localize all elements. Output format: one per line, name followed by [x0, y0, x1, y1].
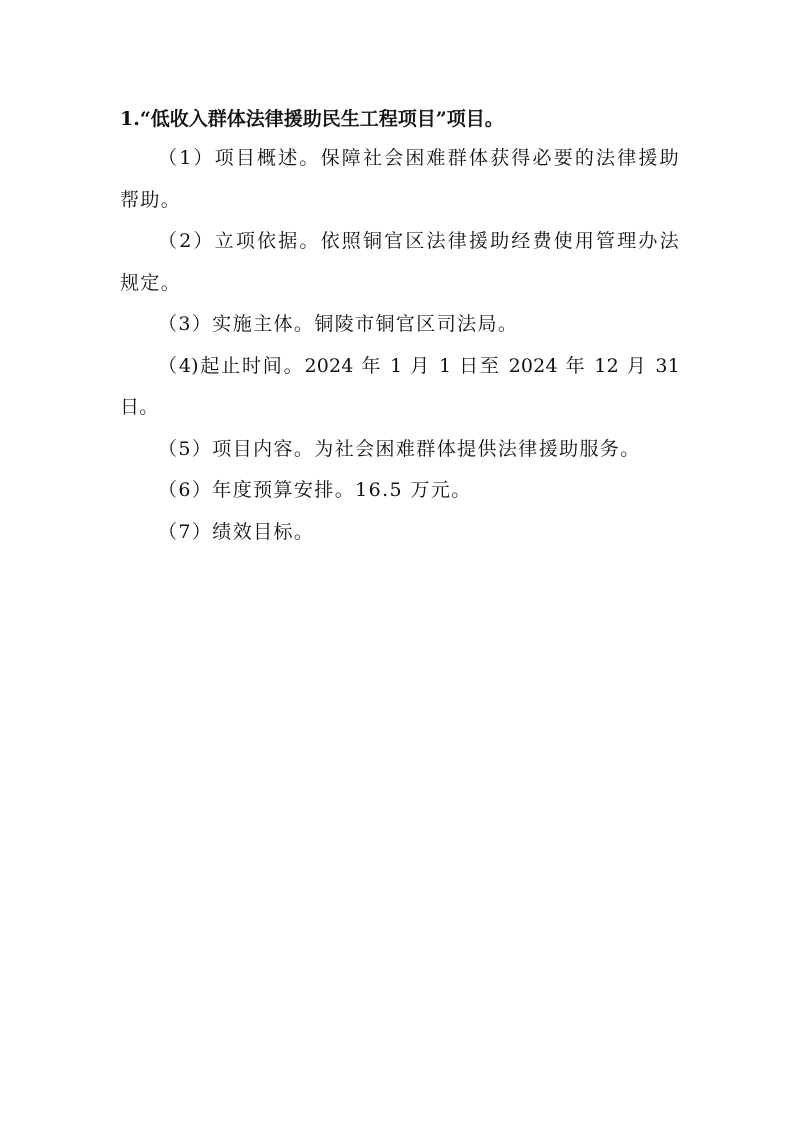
- section-heading: 1.“低收入群体法律援助民生工程项目”项目。: [120, 108, 504, 130]
- paragraph-time-period: （4)起止时间。2024 年 1 月 1 日至 2024 年 12 月 31 日。: [120, 354, 680, 418]
- paragraph-annual-budget: （6）年度预算安排。16.5 万元。: [158, 479, 472, 501]
- paragraph-project-content: （5）项目内容。为社会困难群体提供法律援助服务。: [158, 437, 641, 460]
- paragraph-performance-goals: （7）绩效目标。: [158, 520, 315, 543]
- paragraph-project-overview: （1）项目概述。保障社会困难群体获得必要的法律援助帮助。: [120, 147, 680, 211]
- paragraph-project-basis: （2）立项依据。依照铜官区法律援助经费使用管理办法规定。: [120, 230, 680, 294]
- document-body: [120, 100, 680, 553]
- paragraph-implementing-body: （3）实施主体。铜陵市铜官区司法局。: [158, 313, 519, 335]
